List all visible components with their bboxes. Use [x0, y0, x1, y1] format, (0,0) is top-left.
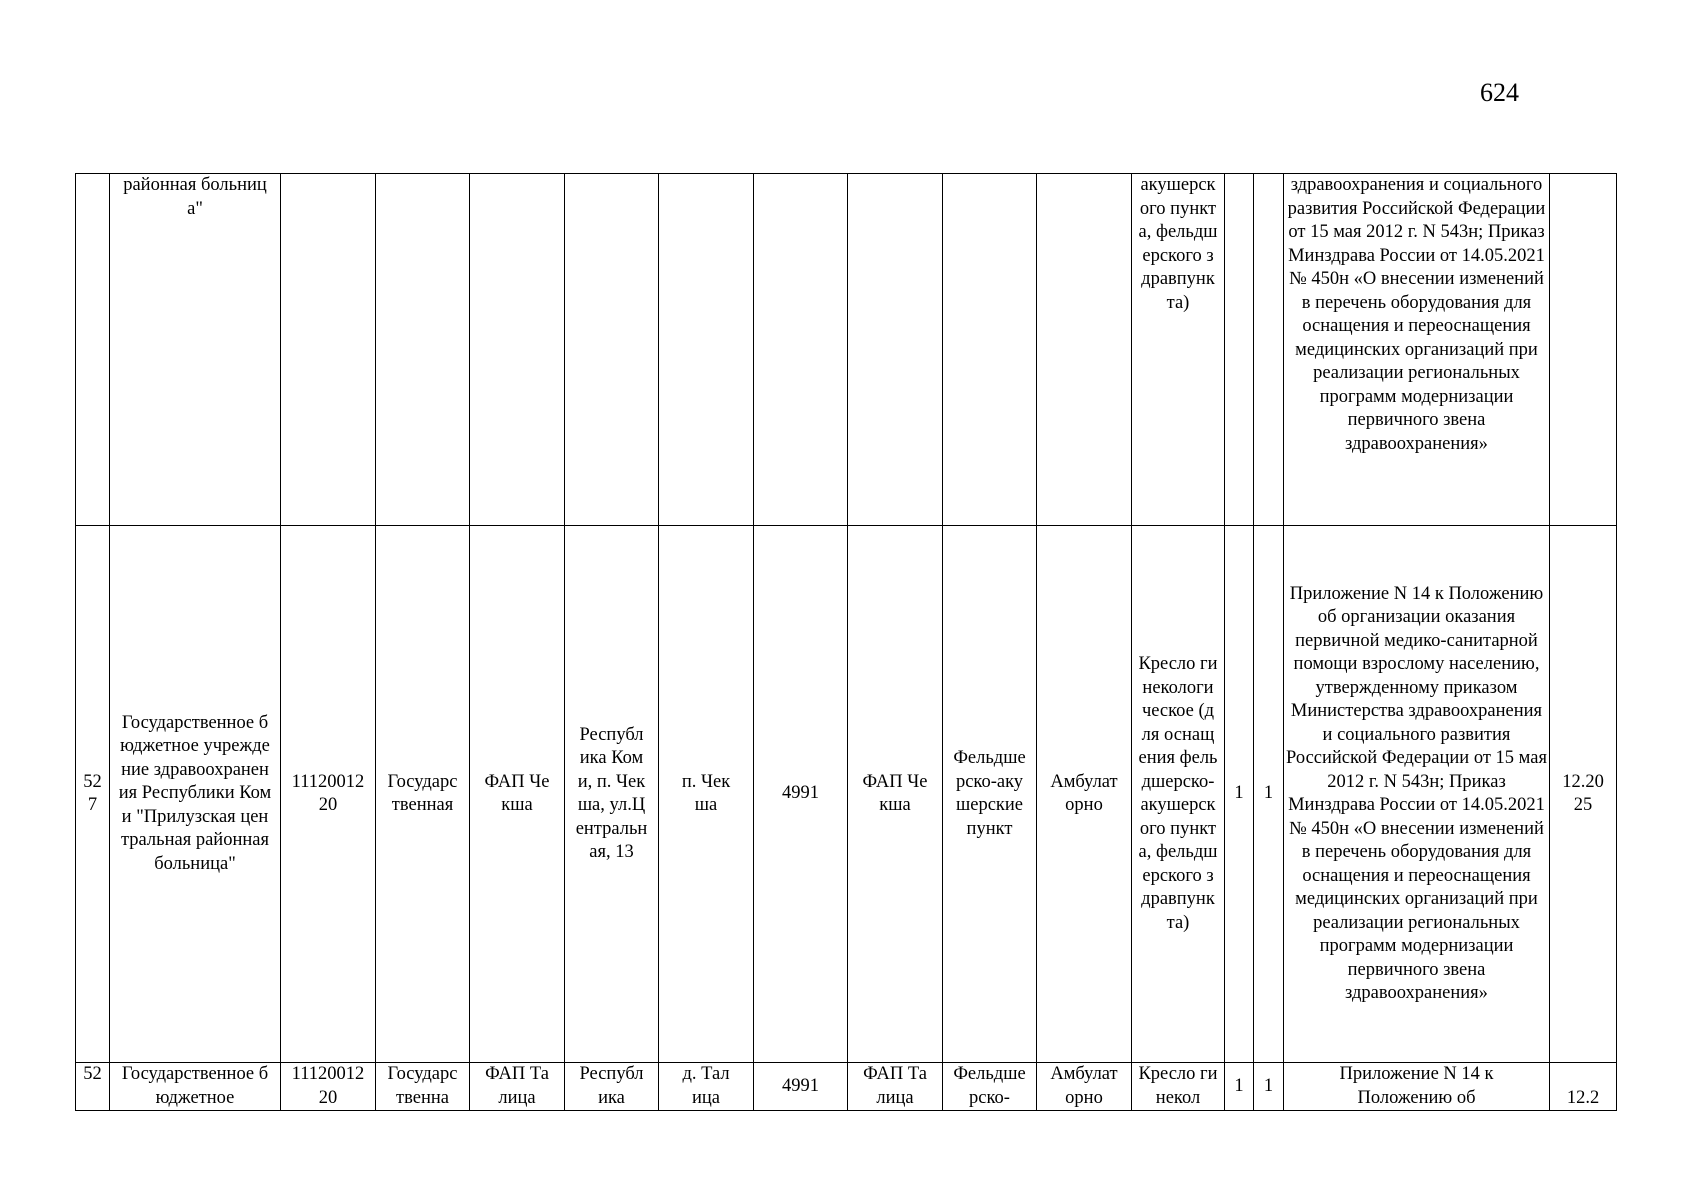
facility-type-cell [943, 174, 1037, 526]
inn-cell: 1112001220 [281, 1063, 376, 1111]
structure-cell [848, 174, 943, 526]
ownership-cell: Государственная [376, 526, 470, 1063]
facility-type-cell: Фельдшерско- [943, 1063, 1037, 1111]
legal-basis-cell: здравоохранения и социального развития Российской Федерации от 15 мая 2012 г. N 543н; Приказ Минздрава России от 14.05.2021 № 450н «О внесении изменений в перечень оборудования для оснащения и переоснащения медицинских организаций при реализации региональных программ модернизации первичного звена здравоохранения» [1284, 174, 1550, 526]
address-cell [565, 174, 659, 526]
locality-cell [659, 174, 754, 526]
quantity-cell [1225, 174, 1254, 526]
table-row [76, 1063, 1617, 1111]
facility-type-cell: Фельдшерско-акушерские пункт [943, 526, 1037, 1063]
locality-cell: п. Чекша [659, 526, 754, 1063]
care-type-cell: Амбулаторно [1037, 526, 1132, 1063]
date-cell: 12.2 [1550, 1063, 1617, 1111]
equipment-cell: Кресло гинекологическое (для оснащения фельдшерско-акушерского пункта, фельдшерского здравпункта) [1132, 526, 1225, 1063]
table-row [76, 526, 1617, 1063]
code-cell: 4991 [754, 1063, 848, 1111]
facility-name-cell: ФАП Талица [470, 1063, 565, 1111]
quantity-cell: 1 [1254, 1063, 1284, 1111]
structure-cell: ФАП Чекша [848, 526, 943, 1063]
equipment-cell: акушерского пункта, фельдшерского здравпункта) [1132, 174, 1225, 526]
table-row [76, 174, 1617, 526]
quantity-cell [1254, 174, 1284, 526]
equipment-register-table [75, 173, 1617, 1111]
date-cell: 12.2025 [1550, 526, 1617, 1063]
organization-cell: Государственное бюджетное [110, 1063, 281, 1111]
quantity-cell: 1 [1225, 526, 1254, 1063]
organization-cell: Государственное бюджетное учреждение здравоохранения Республики Коми "Прилузская центральная районная больница" [110, 526, 281, 1063]
locality-cell: д. Талица [659, 1063, 754, 1111]
quantity-cell: 1 [1254, 526, 1284, 1063]
code-cell [754, 174, 848, 526]
ownership-cell: Государственна [376, 1063, 470, 1111]
address-cell: Республика Коми, п. Чекша, ул.Центральная, 13 [565, 526, 659, 1063]
care-type-cell: Амбулаторно [1037, 1063, 1132, 1111]
inn-cell: 1112001220 [281, 526, 376, 1063]
row-number-cell [76, 526, 110, 1063]
care-type-cell [1037, 174, 1132, 526]
ownership-cell [376, 174, 470, 526]
structure-cell: ФАП Талица [848, 1063, 943, 1111]
quantity-cell: 1 [1225, 1063, 1254, 1111]
legal-basis-cell: Приложение N 14 к Положению об организации оказания первичной медико-санитарной помощи взрослому населению, утвержденному приказом Министерства здравоохранения и социального развития Российской Федерации от 15 мая 2012 г. N 543н; Приказ Минздрава России от 14.05.2021 № 450н «О внесении изменений в перечень оборудования для оснащения и переоснащения медицинских организаций при реализации региональных программ модернизации первичного звена здравоохранения» [1284, 526, 1550, 1063]
code-cell: 4991 [754, 526, 848, 1063]
facility-name-cell [470, 174, 565, 526]
inn-cell [281, 174, 376, 526]
address-cell: Республика [565, 1063, 659, 1111]
row-number: 527 [83, 771, 102, 815]
organization-cell: районная больница" [110, 174, 281, 526]
page-number: 624 [1480, 78, 1519, 107]
equipment-cell: Кресло гинекол [1132, 1063, 1225, 1111]
date-cell [1550, 174, 1617, 526]
facility-name-cell: ФАП Чекша [470, 526, 565, 1063]
row-number: 52 [83, 1064, 102, 1084]
row-number-cell [76, 1063, 110, 1111]
legal-basis-cell: Приложение N 14 к Положению об [1284, 1063, 1550, 1111]
row-number-cell [76, 174, 110, 526]
